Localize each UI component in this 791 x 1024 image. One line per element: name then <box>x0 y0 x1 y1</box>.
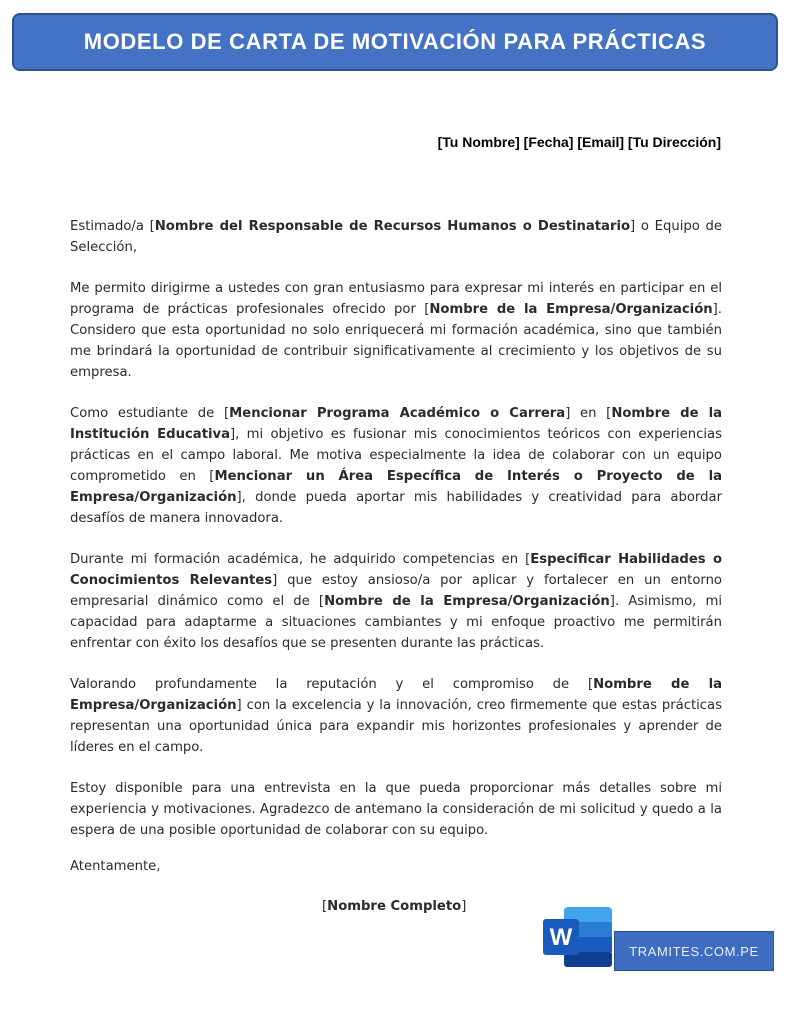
text: ] que estoy ansioso/a por aplicar y fortalecer en un entorno empresarial dinámico como el de [ <box>70 573 723 609</box>
placeholder-program: Mencionar Programa Académico o Carrera <box>229 406 566 421</box>
word-icon <box>540 905 616 969</box>
text: ], mi objetivo es fusionar mis conocimientos teóricos con experiencias prácticas en el campo laboral. Me motiva especialmente la idea de colaborar con un equipo comprometido en [ <box>70 427 722 484</box>
text: Durante mi formación académica, he adquirido competencias en [ <box>70 552 531 567</box>
placeholder-area: Mencionar un Área Específica de Interés o Proyecto de la Empresa/Organización <box>70 469 722 505</box>
word-icon-letter: W <box>549 924 573 951</box>
text: Como estudiante de [ <box>70 406 230 421</box>
text: ], donde pueda aportar mis habilidades y creatividad para abordar desafíos de manera innovadora. <box>70 490 722 526</box>
title-banner <box>12 13 778 71</box>
placeholder-recipient: Nombre del Responsable de Recursos Humanos o Destinatario <box>154 219 631 234</box>
text: ] en [ <box>565 406 612 421</box>
placeholder-institution: Nombre de la Institución Educativa <box>70 406 723 442</box>
paragraph-1 <box>70 278 722 383</box>
text: Valorando profundamente la reputación y el compromiso de [ <box>70 677 594 692</box>
signature-name <box>322 899 466 914</box>
placeholder-full-name: Nombre Completo <box>327 899 462 914</box>
paragraph-4 <box>70 674 722 758</box>
text: ] <box>461 899 467 914</box>
greeting <box>70 216 722 258</box>
paragraph-2 <box>70 403 722 529</box>
placeholder-skills: Especificar Habilidades o Conocimientos Relevantes <box>70 552 723 588</box>
paragraph-5 <box>70 778 722 841</box>
closing: Atentamente, <box>70 859 161 874</box>
placeholder-company: Nombre de la Empresa/Organización <box>70 677 722 713</box>
letter-body <box>70 216 722 861</box>
text: ] o Equipo de Selección, <box>70 219 722 255</box>
site-badge[interactable]: TRAMITES.COM.PE <box>614 931 774 971</box>
paragraph-3 <box>70 549 722 654</box>
placeholder-company: Nombre de la Empresa/Organización <box>429 302 713 317</box>
text: Me permito dirigirme a ustedes con gran entusiasmo para expresar mi interés en participar en el programa de prácticas profesionales ofrecido por [ <box>70 281 722 317</box>
text: ]. Asimismo, mi capacidad para adaptarme a situaciones cambiantes y mi enfoque proactivo me permitirán enfrentar con éxito los desafíos que se presenten durante las prácticas. <box>70 594 722 651</box>
text: Estoy disponible para una entrevista en la que pueda proporcionar más detalles sobre mi experiencia y motivaciones. Agradezco de antemano la consideración de mi solicitud y quedo a la espera de una posible oportunidad de colaborar con su equipo. <box>70 781 722 838</box>
text: ]. Considero que esta oportunidad no solo enriquecerá mi formación académica, sino que también me brindará la oportunidad de contribuir significativamente al crecimiento y los objetivos de su empresa. <box>70 302 722 380</box>
text: [ <box>322 899 328 914</box>
placeholder-company: Nombre de la Empresa/Organización <box>324 594 610 609</box>
text: Estimado/a [ <box>70 219 155 234</box>
text: ] con la excelencia y la innovación, creo firmemente que estas prácticas representan una oportunidad única para expandir mis horizontes profesionales y aprender de líderes en el campo. <box>70 698 722 755</box>
page-title: MODELO DE CARTA DE MOTIVACIÓN PARA PRÁCTICAS <box>83 29 707 54</box>
sender-info: [Tu Nombre] [Fecha] [Email] [Tu Dirección] <box>437 134 721 150</box>
